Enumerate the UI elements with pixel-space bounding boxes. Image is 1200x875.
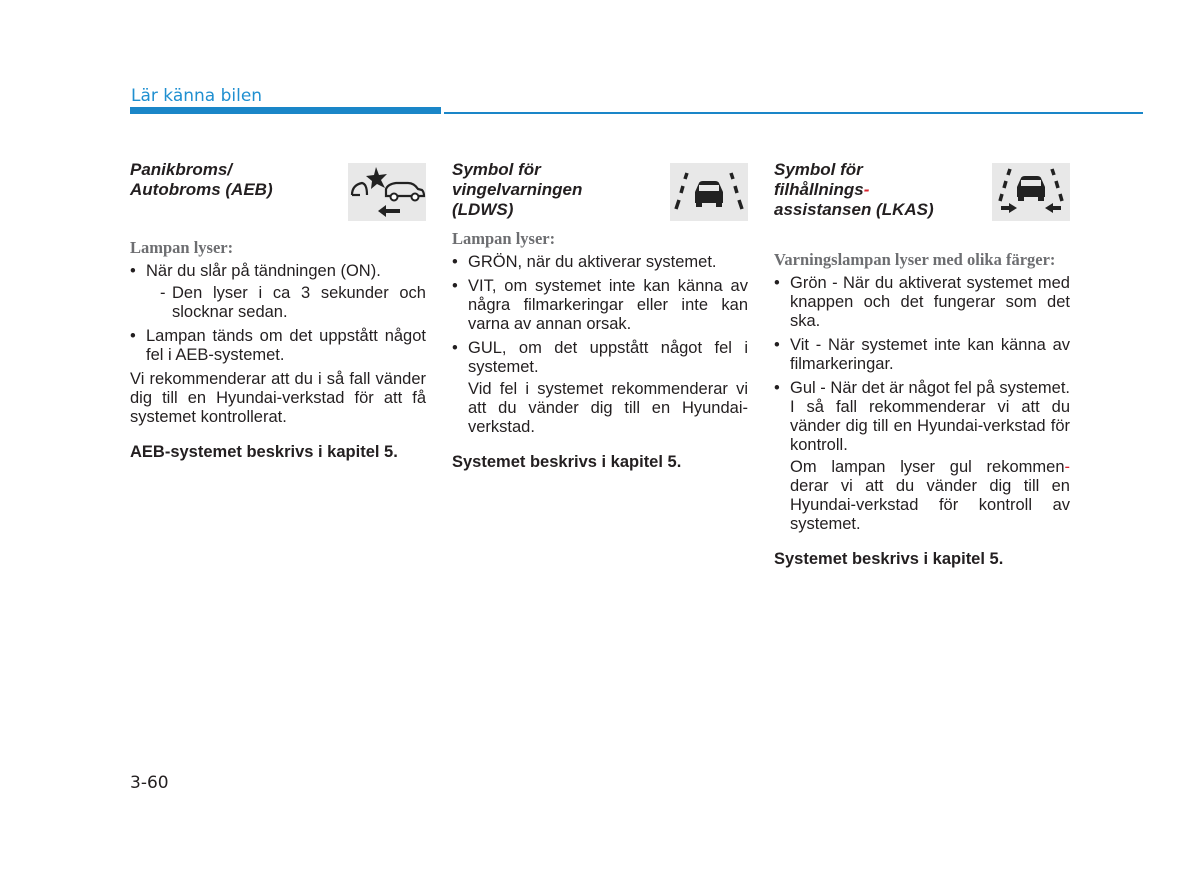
lkas-bullets — [774, 274, 1070, 534]
lkas-bullet3-text: Gul - När det är något fel på systemet. I så fall rekommenderar vi att du vänder dig till en Hyundai-verkstad för kontroll. — [790, 379, 1070, 454]
list-item — [452, 339, 748, 437]
ldws-heading-line3: (LDWS) — [452, 200, 514, 219]
lane-departure-warning-icon — [670, 163, 748, 221]
lkas-section — [774, 160, 1070, 569]
aeb-paragraph: Vi rekommenderar att du i så fall vänder dig till en Hyundai-verkstad för att få systemet kontrollerat. — [130, 370, 426, 426]
ldws-heading-line2: vingelvarningen — [452, 180, 583, 199]
lkas-heading-hyphen: - — [863, 180, 870, 199]
lkas-continuation — [790, 458, 1070, 534]
list-item — [774, 379, 1070, 534]
aeb-sub-item: - Den lyser i ca 3 sekunder och slocknar sedan. — [146, 284, 426, 322]
ldws-section — [452, 160, 748, 472]
list-item: • Grön - När du aktiverat systemet med knappen och det fungerar som det ska. — [774, 274, 1070, 331]
list-item — [130, 262, 426, 322]
list-item: • GRÖN, när du aktiverar systemet. — [452, 253, 748, 272]
aeb-note: AEB-systemet beskrivs i kapitel 5. — [130, 443, 398, 461]
page-number: 3-60 — [130, 773, 169, 793]
list-item: • Lampan tänds om det uppstått något fel i AEB-systemet. — [130, 327, 426, 365]
aeb-heading — [130, 160, 335, 200]
lkas-continuation-hyphen: - — [1064, 458, 1070, 476]
ldws-heading-line1: Symbol för — [452, 160, 541, 179]
ldws-continuation: Vid fel i systemet rekommenderar vi att du vänder dig till en Hyundai-verkstad. — [468, 380, 748, 436]
aeb-lead: Lampan lyser: — [130, 238, 234, 257]
lkas-heading-line3: assistansen (LKAS) — [774, 200, 934, 219]
lane-keeping-assist-icon — [992, 163, 1070, 221]
aeb-heading-line2: Autobroms (AEB) — [130, 180, 273, 199]
ldws-bullets — [452, 253, 748, 437]
aeb-heading-line1: Panikbroms/ — [130, 160, 233, 179]
header-rule-thin — [444, 112, 1143, 114]
aeb-warning-icon — [348, 163, 426, 221]
lkas-continuation-part2: derar vi att du vänder dig till en Hyundai-verkstad för kontroll av systemet. — [790, 477, 1070, 533]
lkas-heading-line1: Symbol för — [774, 160, 863, 179]
list-item: • Vit - När systemet inte kan känna av filmarkeringar. — [774, 336, 1070, 374]
ldws-note: Systemet beskrivs i kapitel 5. — [452, 453, 682, 471]
lkas-heading — [774, 160, 979, 220]
ldws-bullet3-text: GUL, om det uppstått något fel i systemet. — [468, 339, 748, 376]
list-item: • VIT, om systemet inte kan känna av några filmarkeringar eller inte kan varna av annan orsak. — [452, 277, 748, 334]
lkas-heading-line2: filhållnings — [774, 180, 864, 199]
lkas-lead: Varningslampan lyser med olika färger: — [774, 250, 1056, 269]
header-rule-thick — [130, 107, 441, 114]
section-title: Lär känna bilen — [131, 86, 263, 106]
lkas-continuation-part1: Om lampan lyser gul rekommen — [790, 458, 1065, 476]
aeb-section — [130, 160, 426, 462]
ldws-lead: Lampan lyser: — [452, 229, 556, 248]
aeb-bullets — [130, 262, 426, 365]
ldws-heading — [452, 160, 657, 220]
lkas-note: Systemet beskrivs i kapitel 5. — [774, 550, 1004, 568]
aeb-bullet1-text: När du slår på tändningen (ON). — [146, 262, 381, 280]
